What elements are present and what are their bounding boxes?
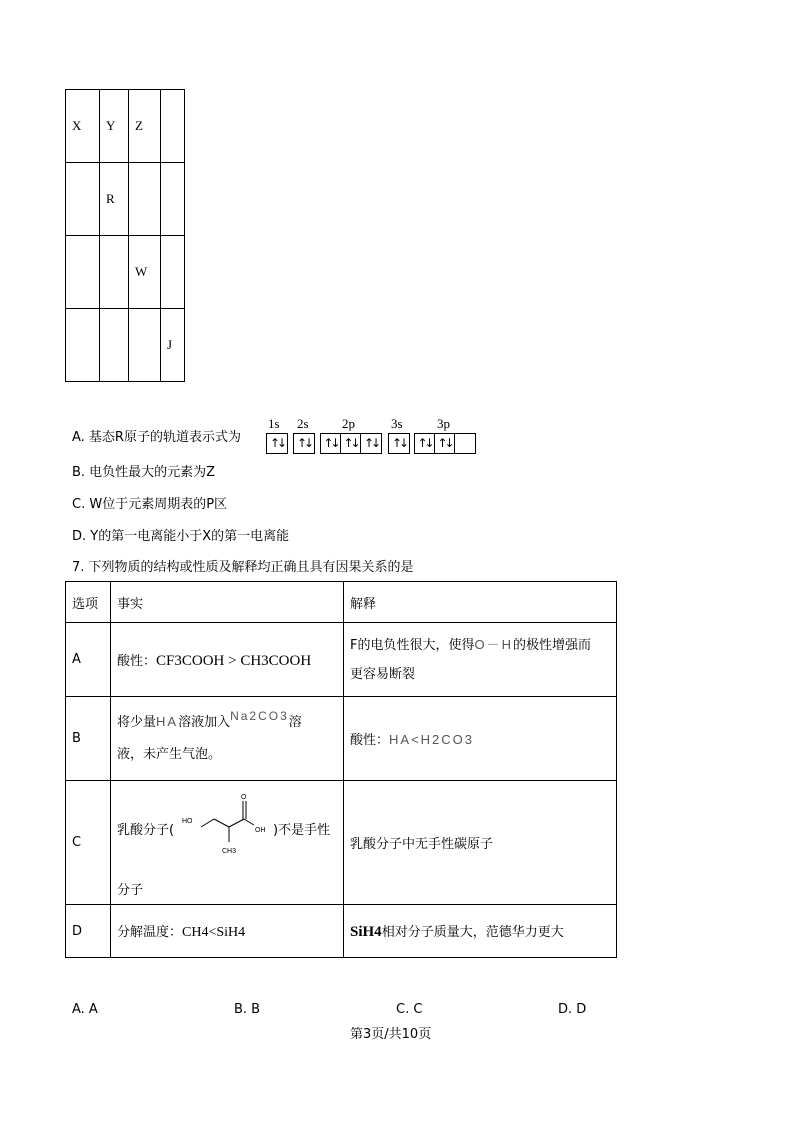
fact-prefix: 酸性： bbox=[117, 653, 157, 669]
page-footer: 第3页/共10页 bbox=[350, 1027, 432, 1042]
fact-cell bbox=[111, 905, 344, 958]
fact-text: 溶液加入 bbox=[178, 715, 231, 730]
spin-pair: ↑↓ bbox=[341, 434, 361, 453]
explanation-text: 相对分子质量大，范德华力更大 bbox=[381, 925, 564, 940]
header-option: 选项 bbox=[66, 582, 111, 623]
row-label: B bbox=[66, 697, 111, 781]
spin-pair: ↑↓ bbox=[296, 436, 312, 450]
grid-cell: W bbox=[129, 236, 161, 309]
question-7-table bbox=[65, 581, 617, 958]
table-row bbox=[66, 781, 617, 905]
explanation-cell: 乳酸分子中无手性碳原子 bbox=[344, 781, 617, 905]
grid-cell bbox=[129, 163, 161, 236]
answer-a: A. A bbox=[72, 1002, 98, 1017]
orbital-label-2s: 2s bbox=[297, 416, 309, 431]
row-label: A bbox=[66, 623, 111, 697]
grid-cell bbox=[66, 236, 100, 309]
orbital-label-2p: 2p bbox=[342, 416, 355, 431]
explanation-text: 更容易断裂 bbox=[350, 667, 416, 682]
answer-d: D. D bbox=[558, 1002, 587, 1017]
spin-pair: ↑↓ bbox=[415, 434, 435, 453]
grid-cell: Z bbox=[129, 90, 161, 163]
lactic-acid-structure bbox=[174, 789, 269, 864]
explanation-text: 的极性增强而 bbox=[513, 638, 592, 653]
fact-formula: CH4<SiH4 bbox=[182, 925, 246, 940]
table-row bbox=[66, 623, 617, 697]
bond-formula: O－H bbox=[474, 637, 513, 652]
label-ho: HO bbox=[182, 818, 193, 825]
fact-text: 溶 bbox=[288, 715, 302, 730]
fact-text: 液，未产生气泡。 bbox=[117, 747, 222, 762]
orbital-label-3s: 3s bbox=[391, 416, 403, 431]
spin-pair: ↑↓ bbox=[391, 436, 407, 450]
header-fact: 事实 bbox=[111, 582, 344, 623]
option-b: B. 电负性最大的元素为Z bbox=[72, 465, 216, 480]
fact-text: 分子 bbox=[117, 883, 144, 898]
fact-formula: CF3COOH > CH3COOH bbox=[156, 652, 312, 669]
header-explanation: 解释 bbox=[344, 582, 617, 623]
grid-cell bbox=[100, 309, 129, 382]
grid-cell bbox=[129, 309, 161, 382]
spin-pair: ↑↓ bbox=[321, 434, 341, 453]
fact-cell bbox=[111, 697, 344, 781]
explanation-text: 酸性： bbox=[350, 733, 390, 748]
formula-ha: HA bbox=[156, 714, 179, 729]
periodic-grid bbox=[65, 89, 185, 382]
empty-orbital bbox=[455, 434, 475, 453]
option-a: A. 基态R原子的轨道表示式为 bbox=[72, 430, 241, 445]
spin-pair: ↑↓ bbox=[363, 436, 379, 450]
explanation-cell bbox=[344, 905, 617, 958]
grid-cell: R bbox=[100, 163, 129, 236]
orbital-label-1s: 1s bbox=[268, 416, 280, 431]
fact-cell bbox=[111, 781, 344, 905]
fact-text: )不是手性 bbox=[273, 823, 331, 838]
spin-pair: ↑↓ bbox=[435, 434, 455, 453]
table-row bbox=[66, 697, 617, 781]
grid-cell bbox=[161, 236, 185, 309]
option-c: C. W位于元素周期表的P区 bbox=[72, 497, 228, 512]
row-label: C bbox=[66, 781, 111, 905]
grid-cell bbox=[161, 163, 185, 236]
spin-pair: ↑↓ bbox=[269, 436, 285, 450]
answer-c: C. C bbox=[396, 1002, 423, 1017]
grid-cell bbox=[66, 309, 100, 382]
fact-text: 乳酸分子( bbox=[117, 823, 175, 838]
orbital-label-3p: 3p bbox=[437, 416, 450, 431]
fact-cell bbox=[111, 623, 344, 697]
grid-cell: X bbox=[66, 90, 100, 163]
orbital-box-2s bbox=[293, 433, 315, 454]
label-oh: OH bbox=[255, 827, 266, 834]
option-d: D. Y的第一电离能小于X的第一电离能 bbox=[72, 529, 290, 544]
grid-cell bbox=[100, 236, 129, 309]
orbital-box-1s bbox=[266, 433, 288, 454]
orbital-box-3p bbox=[414, 433, 476, 454]
answer-b: B. B bbox=[234, 1002, 261, 1017]
orbital-box-2p bbox=[320, 433, 382, 454]
fact-text: 将少量 bbox=[117, 715, 157, 730]
explanation-cell bbox=[344, 697, 617, 781]
table-row bbox=[66, 905, 617, 958]
label-o: O bbox=[241, 794, 247, 801]
orbital-box-3s bbox=[388, 433, 410, 454]
formula-acidity: HA<H2CO3 bbox=[389, 732, 475, 747]
grid-cell bbox=[161, 90, 185, 163]
grid-cell: Y bbox=[100, 90, 129, 163]
explanation-text: F的电负性很大，使得 bbox=[350, 638, 475, 653]
explanation-cell bbox=[344, 623, 617, 697]
formula-na2co3: Na2CO3 bbox=[230, 709, 289, 723]
grid-cell: J bbox=[161, 309, 185, 382]
question-7-stem: 7. 下列物质的结构或性质及解释均正确且具有因果关系的是 bbox=[72, 560, 414, 575]
formula-sih4: SiH4 bbox=[350, 924, 382, 940]
grid-cell bbox=[66, 163, 100, 236]
row-label: D bbox=[66, 905, 111, 958]
fact-text: 分解温度： bbox=[117, 925, 183, 940]
label-ch3: CH3 bbox=[222, 848, 237, 855]
